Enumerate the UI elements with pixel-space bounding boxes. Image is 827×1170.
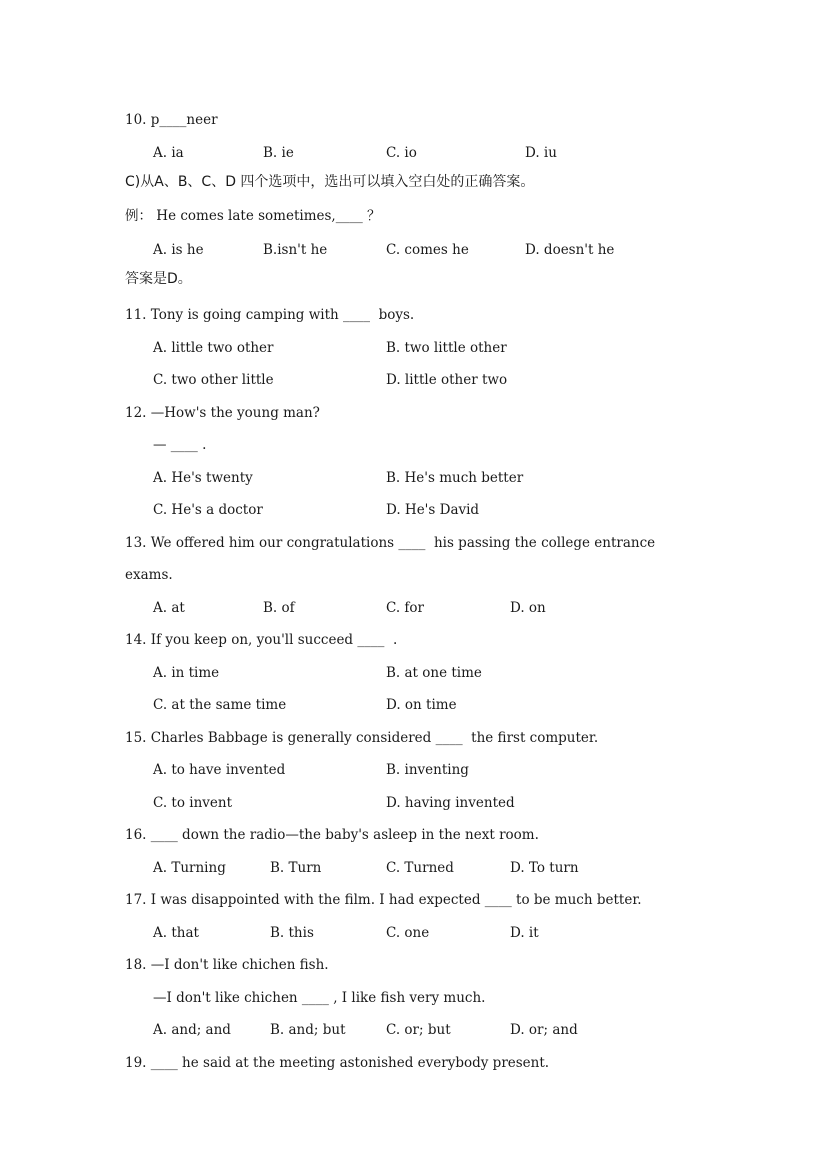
question-12-reply: — ____ . (153, 437, 207, 453)
q15-option-c: C. to invent (153, 795, 233, 811)
q18-option-a: A. and; and (153, 1022, 231, 1038)
q18-option-c: C. or; but (386, 1022, 451, 1038)
q14-option-d: D. on time (386, 697, 457, 713)
question-13-stem: 13. We offered him our congratulations ____ his passing the college entrance (125, 535, 656, 551)
q17-option-a: A. that (153, 925, 199, 941)
q16-option-a: A. Turning (153, 860, 226, 876)
question-19-stem: 19. ____ he said at the meeting astonished everybody present. (125, 1055, 550, 1071)
q13-option-c: C. for (386, 600, 425, 616)
question-18-stem: 18. —I don't like chichen fish. (125, 957, 329, 973)
question-14-stem: 14. If you keep on, you'll succeed ____ . (125, 632, 398, 648)
q14-option-a: A. in time (153, 665, 220, 681)
q10-option-b: B. ie (263, 145, 294, 161)
q14-option-b: B. at one time (386, 665, 482, 681)
q11-option-b: B. two little other (386, 340, 507, 356)
question-11-stem: 11. Tony is going camping with ____ boys. (125, 307, 415, 323)
q16-option-b: B. Turn (270, 860, 322, 876)
q15-option-d: D. having invented (386, 795, 515, 811)
example-stem: 例： He comes late sometimes,____ ？ (125, 208, 381, 224)
question-13-stem-continued: exams. (125, 567, 173, 583)
q11-option-c: C. two other little (153, 372, 274, 388)
q11-option-d: D. little other two (386, 372, 508, 388)
example-option-a: A. is he (153, 242, 204, 258)
q17-option-b: B. this (270, 925, 314, 941)
question-12-stem: 12. —How's the young man? (125, 405, 320, 421)
example-option-c: C. comes he (386, 242, 469, 258)
q12-option-d: D. He's David (386, 502, 480, 518)
q15-option-a: A. to have invented (153, 762, 286, 778)
q10-option-a: A. ia (153, 145, 184, 161)
question-16-stem: 16. ____ down the radio—the baby's asleep in the next room. (125, 827, 539, 843)
section-c-instruction: C)从A、B、C、D 四个选项中，选出可以填入空白处的正确答案。 (125, 174, 535, 190)
q13-option-d: D. on (510, 600, 546, 616)
q18-option-b: B. and; but (270, 1022, 346, 1038)
example-option-b: B.isn't he (263, 242, 328, 258)
question-10-stem: 10. p____neer (125, 112, 218, 128)
q13-option-a: A. at (153, 600, 185, 616)
q10-option-c: C. io (386, 145, 417, 161)
q16-option-d: D. To turn (510, 860, 579, 876)
q16-option-c: C. Turned (386, 860, 454, 876)
q10-option-d: D. iu (525, 145, 557, 161)
example-option-d: D. doesn't he (525, 242, 615, 258)
q15-option-b: B. inventing (386, 762, 469, 778)
q12-option-a: A. He's twenty (153, 470, 253, 486)
q13-option-b: B. of (263, 600, 295, 616)
example-answer: 答案是D。 (125, 271, 192, 287)
q14-option-c: C. at the same time (153, 697, 287, 713)
q18-option-d: D. or; and (510, 1022, 578, 1038)
q11-option-a: A. little two other (153, 340, 274, 356)
q17-option-c: C. one (386, 925, 430, 941)
question-18-reply: —I don't like chichen ____ , I like fish very much. (153, 990, 486, 1006)
question-15-stem: 15. Charles Babbage is generally considered ____ the first computer. (125, 730, 599, 746)
question-17-stem: 17. I was disappointed with the film. I had expected ____ to be much better. (125, 892, 642, 908)
q17-option-d: D. it (510, 925, 539, 941)
q12-option-b: B. He's much better (386, 470, 524, 486)
q12-option-c: C. He's a doctor (153, 502, 263, 518)
